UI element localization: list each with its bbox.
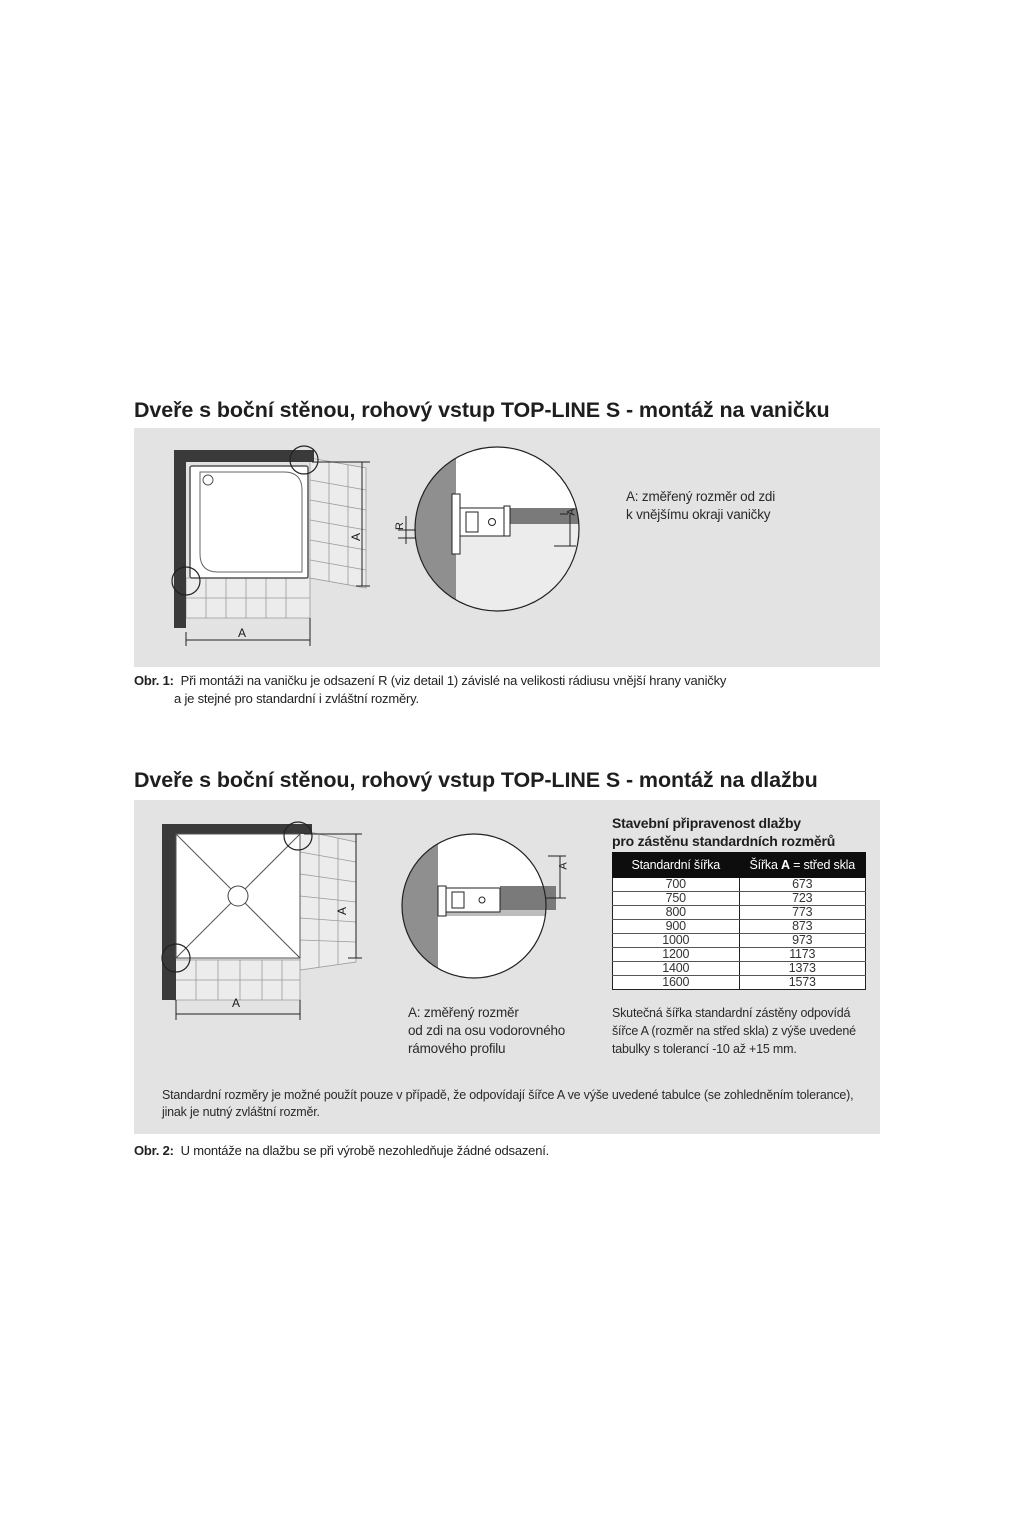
table-header-col1: Standardní šířka	[613, 853, 740, 878]
table-row: 900 873	[613, 920, 866, 934]
right-wall-tiles	[310, 458, 366, 588]
caption1-label: Obr. 1:	[134, 673, 174, 688]
dim-label-a-bottom: A	[238, 626, 247, 640]
dim-label-a-bottom-2: A	[232, 996, 241, 1010]
caption2-text: U montáže na dlažbu se při výrobě nezohledňuje žádné odsazení.	[180, 1143, 550, 1158]
side-wall-2	[162, 824, 176, 1000]
detail-2-label-a: A	[557, 862, 570, 870]
table-row: 700 673	[613, 878, 866, 892]
bottom-wall-tiles	[186, 578, 310, 618]
dim-label-a-side-2: A	[335, 906, 350, 916]
table-row: 1200 1173	[613, 948, 866, 962]
detail-2-diagram	[400, 826, 590, 986]
section1-note-line2: k vnějšímu okraji vaničky	[626, 507, 771, 522]
dimension-bottom	[186, 618, 310, 646]
bottom-wall-tiles-2	[174, 960, 300, 1000]
table-row: 1600 1573	[613, 976, 866, 990]
caption1-line1: Při montáži na vaničku je odsazení R (viz detail 1) závislé na velikosti rádiusu vnější hrany vaničky	[180, 673, 727, 688]
dim-label-a-side: A	[349, 532, 364, 542]
table-note-line2: šířce A (rozměr na střed skla) z výše uvedené	[612, 1024, 856, 1038]
caption1-line2: a je stejné pro standardní i zvláštní rozměry.	[174, 691, 419, 706]
footnote-line2: jinak je nutný zvláštní rozměr.	[162, 1105, 320, 1119]
section2-caption	[134, 1142, 549, 1160]
detail-2-profile	[438, 886, 500, 916]
floor-drain-icon	[228, 886, 248, 906]
section2-title: Dveře s boční stěnou, rohový vstup TOP-LINE S - montáž na dlažbu	[134, 768, 818, 792]
table-note-line1: Skutečná šířka standardní zástěny odpovídá	[612, 1006, 851, 1020]
table-title-line1: Stavební připravenost dlažby	[612, 815, 801, 831]
table-row: 1000 973	[613, 934, 866, 948]
section2-note-line1: A: změřený rozměr	[408, 1005, 519, 1020]
tray-basin	[200, 472, 302, 572]
table-row: 750 723	[613, 892, 866, 906]
table-row: 1400 1373	[613, 962, 866, 976]
table-title-line2: pro zástěnu standardních rozměrů	[612, 833, 836, 849]
detail-2-wall	[400, 826, 438, 986]
section1-caption	[134, 672, 726, 708]
section1-note-line1: A: změřený rozměr od zdi	[626, 489, 775, 504]
table-header-col2: Šířka A = střed skla	[739, 853, 866, 878]
tray-plan-diagram	[134, 428, 384, 667]
section2-panel	[134, 800, 880, 1134]
dimension-table	[612, 852, 866, 990]
section2-note-line3: rámového profilu	[408, 1041, 506, 1056]
table-row: 800 773	[613, 906, 866, 920]
detail-1-diagram	[393, 444, 586, 614]
drain-icon	[203, 475, 213, 485]
section1-title: Dveře s boční stěnou, rohový vstup TOP-LINE S - montáž na vaničku	[134, 398, 830, 422]
detail-1-label-a: A	[565, 508, 578, 516]
detail-1-label-r: R	[393, 522, 406, 530]
table-note-line3: tabulky s tolerancí -10 až +15 mm.	[612, 1042, 797, 1056]
right-wall-tiles-2	[300, 830, 356, 970]
caption2-label: Obr. 2:	[134, 1143, 174, 1158]
footnote-line1: Standardní rozměry je možné použít pouze v případě, že odpovídají šířce A ve výše uvedené tabulce (se zohledněním tolerance),	[162, 1088, 854, 1102]
section1-panel	[134, 428, 880, 667]
side-wall	[174, 450, 186, 628]
section2-note-line2: od zdi na osu vodorovného	[408, 1023, 566, 1038]
